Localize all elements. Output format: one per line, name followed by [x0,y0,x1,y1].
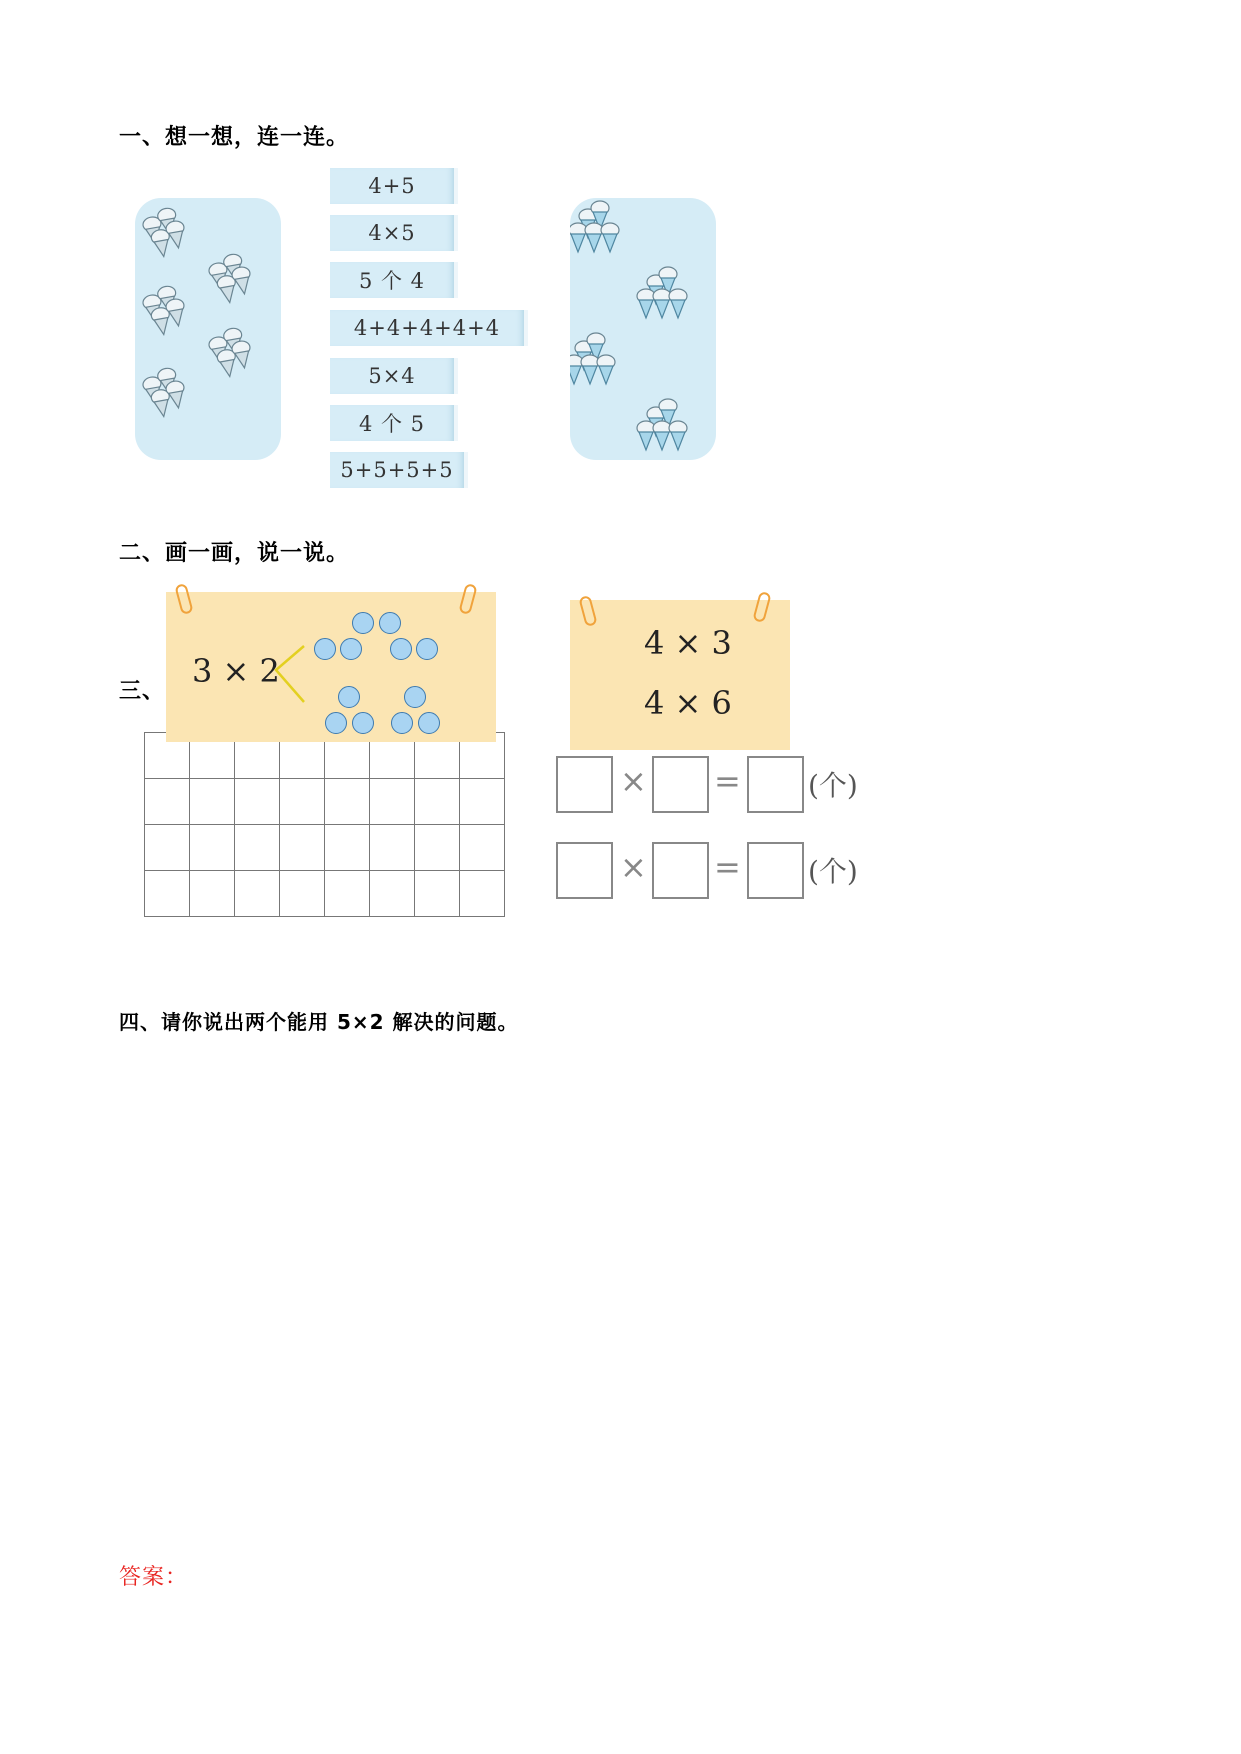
section3-heading: 三、 [119,679,166,704]
answer-box[interactable] [652,756,709,813]
expression-4x3: 4 × 3 [644,624,732,662]
left-sticky-note [166,592,496,742]
dot [325,712,347,734]
answer-box[interactable] [747,842,804,899]
equals-sign: = [714,762,741,800]
dot [314,638,336,660]
dot [416,638,438,660]
bracket-icon [272,642,308,708]
section1-heading: 一、想一想，连一连。 [119,125,350,150]
expression-card[interactable]: 5×4 [330,358,458,394]
ice-cream-cones-icon [135,198,281,460]
expression-card[interactable]: 4+5 [330,168,458,204]
paperclip-icon [174,583,193,615]
answer-box[interactable] [556,842,613,899]
right-ice-cream-panel [570,198,716,460]
dot [390,638,412,660]
right-sticky-note [570,600,790,750]
expression-card[interactable]: 4+4+4+4+4 [330,310,528,346]
paperclip-icon [458,583,477,615]
paperclip-icon [578,595,597,627]
dot [352,712,374,734]
unit-label: (个) [808,855,858,888]
expression-card[interactable]: 5 个 4 [330,262,458,298]
expression-card[interactable]: 5+5+5+5 [330,452,468,488]
answer-box[interactable] [747,756,804,813]
answer-label: 答案： [119,1565,189,1590]
dot [352,612,374,634]
dot [340,638,362,660]
answer-box[interactable] [556,756,613,813]
section4-heading: 四、请你说出两个能用 5×2 解决的问题。 [119,1010,519,1034]
expression-card[interactable]: 4×5 [330,215,458,251]
dot [404,686,426,708]
drawing-grid[interactable] [144,732,505,917]
times-sign: × [620,848,647,886]
ice-cream-cones-icon [570,198,716,460]
dot [391,712,413,734]
expression-card[interactable]: 4 个 5 [330,405,458,441]
expression-3x2: 3 × 2 [192,652,280,690]
answer-box[interactable] [652,842,709,899]
dot [338,686,360,708]
expression-4x6: 4 × 6 [644,684,732,722]
equals-sign: = [714,848,741,886]
dot [418,712,440,734]
dot [379,612,401,634]
left-ice-cream-panel [135,198,281,460]
times-sign: × [620,762,647,800]
paperclip-icon [752,591,771,623]
unit-label: (个) [808,769,858,802]
section2-heading: 二、画一画，说一说。 [119,541,350,566]
